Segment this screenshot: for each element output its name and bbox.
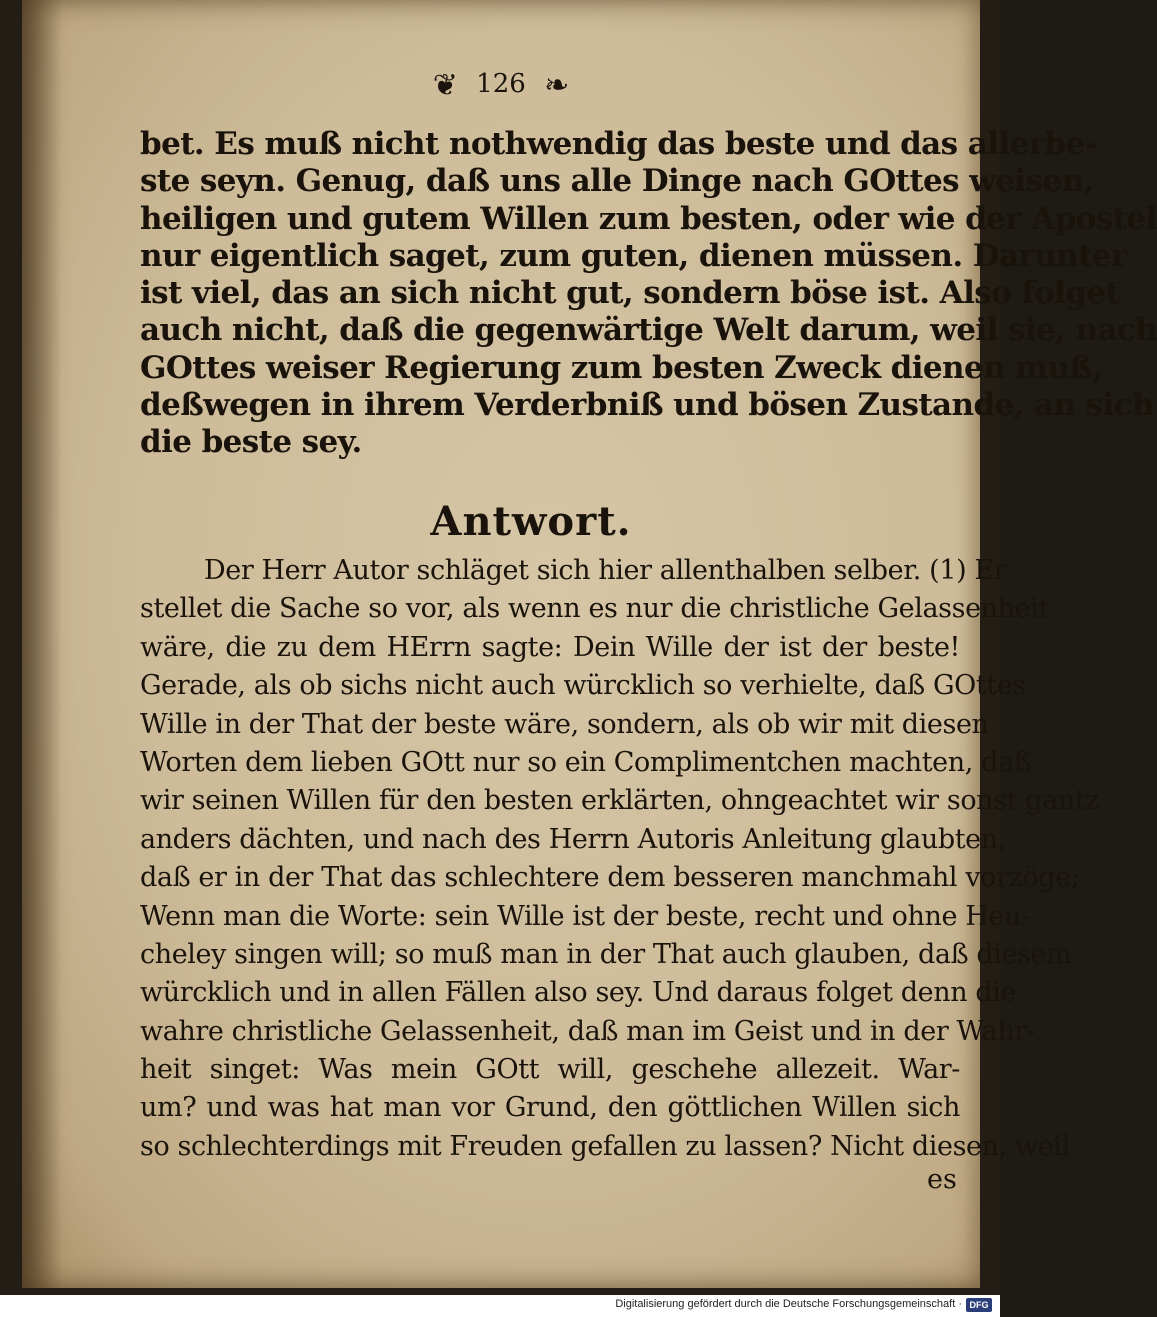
ornament-left-icon: ❦ <box>432 68 458 103</box>
footer-bar <box>0 1295 1000 1317</box>
ornament-right-icon: ❧ <box>544 68 570 103</box>
text-line: deßwegen in ihrem Verderbniß und bösen Zustande, an sich <box>140 387 1154 424</box>
second-paragraph <box>140 552 1100 1166</box>
text-line: so schlechterdings mit Freuden gefallen zu lassen? Nicht diesen, weil <box>140 1130 1070 1162</box>
page-header <box>22 68 980 103</box>
section-heading: Antwort. <box>430 498 632 545</box>
text-line: wäre, die zu dem HErrn sagte: Dein Wille der ist der beste! <box>140 631 960 663</box>
catchword: es <box>927 1164 957 1195</box>
text-line: nur eigentlich saget, zum guten, dienen müssen. Darunter <box>140 237 1127 274</box>
text-line: heiligen und gutem Willen zum besten, oder wie der Apostel <box>140 200 1157 237</box>
text-line: wahre christliche Gelassenheit, daß man im Geist und in der Wahr- <box>140 1015 1036 1047</box>
text-line: anders dächten, und nach des Herrn Autoris Anleitung glaubten, <box>140 823 1006 855</box>
page-number: 126 <box>476 69 526 99</box>
text-line: Der Herr Autor schläget sich hier allenthalben selber. (1) Er <box>204 555 1007 586</box>
text-line: Worten dem lieben GOtt nur so ein Complimentchen machten, daß <box>140 746 1032 778</box>
first-paragraph <box>140 126 1157 462</box>
text-line: GOttes weiser Regierung zum besten Zweck dienen muß, <box>140 349 1103 386</box>
text-line: Wille in der That der beste wäre, sondern, als ob wir mit diesen <box>140 708 989 740</box>
text-line: Wenn man die Worte: sein Wille ist der beste, recht und ohne Heu- <box>140 900 1030 932</box>
text-line: bet. Es muß nicht nothwendig das beste und das allerbe- <box>140 126 1097 162</box>
text-line: wir seinen Willen für den besten erklärten, ohngeachtet wir sonst gantz <box>140 785 1100 817</box>
dfg-logo: DFG <box>966 1298 992 1312</box>
text-line: würcklich und in allen Fällen also sey. Und daraus folget denn die <box>140 977 1017 1009</box>
text-line: die beste sey. <box>140 424 362 461</box>
book-page <box>22 0 1157 1288</box>
text-line: heit singet: Was mein GOtt will, geschehe allezeit. War- <box>140 1054 960 1086</box>
text-line: cheley singen will; so muß man in der That auch glauben, daß diesem <box>140 938 1072 970</box>
text-line: stellet die Sache so vor, als wenn es nur die christliche Gelassenheit <box>140 593 1049 625</box>
text-line: daß er in der That das schlechtere dem besseren manchmahl vorzöge; <box>140 862 1080 894</box>
page-spine-shadow <box>22 0 62 1288</box>
funding-credit: Digitalisierung gefördert durch die Deutsche Forschungsgemeinschaft · <box>615 1298 962 1310</box>
text-line: auch nicht, daß die gegenwärtige Welt darum, weil sie, nach <box>140 312 1157 349</box>
text-line: Gerade, als ob sichs nicht auch würcklich so verhielte, daß GOttes <box>140 670 1026 702</box>
text-line: ist viel, das an sich nicht gut, sondern böse ist. Also folget <box>140 275 1120 312</box>
text-line: um? und was hat man vor Grund, den göttlichen Willen sich <box>140 1092 960 1124</box>
text-line: ste seyn. Genug, daß uns alle Dinge nach GOttes weisen, <box>140 163 1094 200</box>
